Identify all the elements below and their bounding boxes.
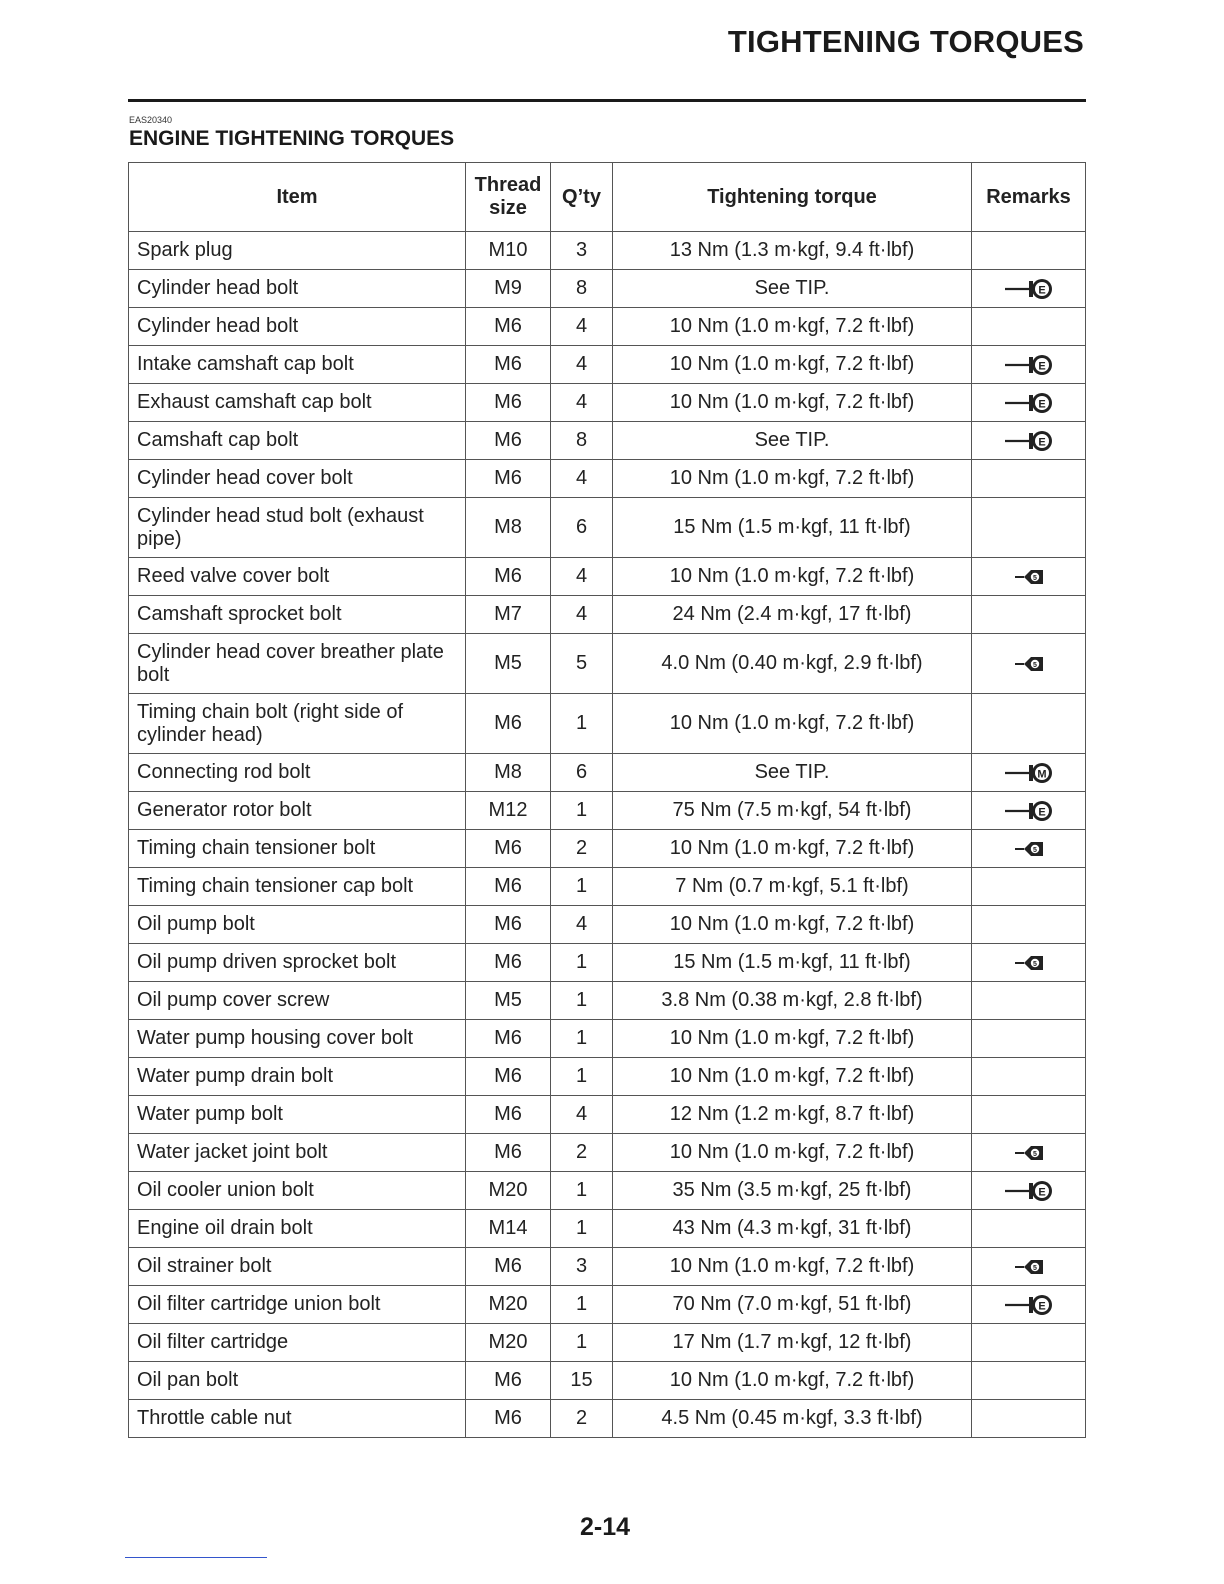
item-cell: Engine oil drain bolt bbox=[129, 1210, 466, 1248]
item-cell: Water jacket joint bolt bbox=[129, 1134, 466, 1172]
table-row bbox=[129, 1324, 1086, 1362]
thread-size-cell: M7 bbox=[466, 596, 551, 634]
remarks-cell bbox=[972, 596, 1086, 634]
table-row bbox=[129, 460, 1086, 498]
item-cell: Connecting rod bolt bbox=[129, 754, 466, 792]
qty-cell: 4 bbox=[551, 460, 613, 498]
column-header-remarks: Remarks bbox=[972, 163, 1086, 232]
svg-text:E: E bbox=[1037, 284, 1046, 296]
table-row bbox=[129, 1248, 1086, 1286]
footer-link-line bbox=[125, 1557, 267, 1558]
qty-cell: 1 bbox=[551, 982, 613, 1020]
item-cell: Water pump bolt bbox=[129, 1096, 466, 1134]
table-row bbox=[129, 944, 1086, 982]
item-cell: Oil pump driven sprocket bolt bbox=[129, 944, 466, 982]
torque-cell: 10 Nm (1.0 m·kgf, 7.2 ft·lbf) bbox=[613, 830, 972, 868]
table-row bbox=[129, 498, 1086, 558]
remarks-cell bbox=[972, 1096, 1086, 1134]
qty-cell: 8 bbox=[551, 422, 613, 460]
remarks-cell bbox=[972, 754, 1086, 792]
thread-size-cell: M8 bbox=[466, 754, 551, 792]
qty-cell: 3 bbox=[551, 232, 613, 270]
table-row bbox=[129, 1286, 1086, 1324]
qty-cell: 15 bbox=[551, 1362, 613, 1400]
item-cell: Cylinder head bolt bbox=[129, 270, 466, 308]
qty-cell: 4 bbox=[551, 308, 613, 346]
remarks-cell bbox=[972, 694, 1086, 754]
torque-cell: 10 Nm (1.0 m·kgf, 7.2 ft·lbf) bbox=[613, 308, 972, 346]
remarks-cell bbox=[972, 1248, 1086, 1286]
thread-size-cell: M12 bbox=[466, 792, 551, 830]
torque-cell: See TIP. bbox=[613, 270, 972, 308]
torque-cell: 13 Nm (1.3 m·kgf, 9.4 ft·lbf) bbox=[613, 232, 972, 270]
qty-cell: 3 bbox=[551, 1248, 613, 1286]
item-cell: Cylinder head stud bolt (exhaust pipe) bbox=[129, 498, 466, 558]
table-row bbox=[129, 868, 1086, 906]
table-row bbox=[129, 1134, 1086, 1172]
thread-size-cell: M6 bbox=[466, 1248, 551, 1286]
thread-size-cell: M6 bbox=[466, 1058, 551, 1096]
thread-size-cell: M6 bbox=[466, 694, 551, 754]
table-row bbox=[129, 422, 1086, 460]
torque-cell: See TIP. bbox=[613, 754, 972, 792]
engine-oil-icon bbox=[1003, 1292, 1055, 1318]
qty-cell: 1 bbox=[551, 1286, 613, 1324]
qty-cell: 4 bbox=[551, 384, 613, 422]
torque-cell: 10 Nm (1.0 m·kgf, 7.2 ft·lbf) bbox=[613, 694, 972, 754]
torque-cell: 35 Nm (3.5 m·kgf, 25 ft·lbf) bbox=[613, 1172, 972, 1210]
item-cell: Oil pump cover screw bbox=[129, 982, 466, 1020]
table-row bbox=[129, 1096, 1086, 1134]
svg-text:5: 5 bbox=[1032, 574, 1037, 582]
qty-cell: 2 bbox=[551, 830, 613, 868]
thread-size-cell: M20 bbox=[466, 1172, 551, 1210]
item-cell: Cylinder head cover bolt bbox=[129, 460, 466, 498]
engine-oil-icon bbox=[1003, 352, 1055, 378]
torque-cell: 12 Nm (1.2 m·kgf, 8.7 ft·lbf) bbox=[613, 1096, 972, 1134]
torque-cell: 4.5 Nm (0.45 m·kgf, 3.3 ft·lbf) bbox=[613, 1400, 972, 1438]
torque-cell: 15 Nm (1.5 m·kgf, 11 ft·lbf) bbox=[613, 498, 972, 558]
table-row bbox=[129, 596, 1086, 634]
thread-size-cell: M6 bbox=[466, 346, 551, 384]
qty-cell: 8 bbox=[551, 270, 613, 308]
qty-cell: 6 bbox=[551, 498, 613, 558]
remarks-cell bbox=[972, 1362, 1086, 1400]
remarks-cell bbox=[972, 308, 1086, 346]
qty-cell: 1 bbox=[551, 1324, 613, 1362]
remarks-cell bbox=[972, 906, 1086, 944]
torque-cell: 10 Nm (1.0 m·kgf, 7.2 ft·lbf) bbox=[613, 558, 972, 596]
table-row bbox=[129, 906, 1086, 944]
remarks-cell bbox=[972, 634, 1086, 694]
item-cell: Timing chain tensioner cap bolt bbox=[129, 868, 466, 906]
svg-text:E: E bbox=[1037, 1300, 1046, 1312]
table-row bbox=[129, 792, 1086, 830]
item-cell: Camshaft sprocket bolt bbox=[129, 596, 466, 634]
thread-size-cell: M6 bbox=[466, 308, 551, 346]
page-number: 2-14 bbox=[579, 1513, 631, 1541]
engine-oil-icon bbox=[1003, 276, 1055, 302]
qty-cell: 2 bbox=[551, 1134, 613, 1172]
remarks-cell bbox=[972, 982, 1086, 1020]
item-cell: Oil pan bolt bbox=[129, 1362, 466, 1400]
thread-size-cell: M6 bbox=[466, 944, 551, 982]
thread-size-cell: M6 bbox=[466, 460, 551, 498]
engine-oil-icon bbox=[1003, 428, 1055, 454]
svg-text:E: E bbox=[1037, 806, 1046, 818]
thread-size-cell: M8 bbox=[466, 498, 551, 558]
torque-cell: See TIP. bbox=[613, 422, 972, 460]
svg-text:5: 5 bbox=[1032, 1264, 1037, 1272]
item-cell: Intake camshaft cap bolt bbox=[129, 346, 466, 384]
remarks-cell bbox=[972, 1324, 1086, 1362]
engine-oil-icon bbox=[1003, 1178, 1055, 1204]
remarks-cell bbox=[972, 868, 1086, 906]
remarks-cell bbox=[972, 1172, 1086, 1210]
item-cell: Spark plug bbox=[129, 232, 466, 270]
torque-cell: 10 Nm (1.0 m·kgf, 7.2 ft·lbf) bbox=[613, 460, 972, 498]
table-row bbox=[129, 1020, 1086, 1058]
column-header-item: Item bbox=[129, 163, 466, 232]
remarks-cell bbox=[972, 270, 1086, 308]
remarks-cell bbox=[972, 1134, 1086, 1172]
torque-cell: 10 Nm (1.0 m·kgf, 7.2 ft·lbf) bbox=[613, 906, 972, 944]
qty-cell: 4 bbox=[551, 596, 613, 634]
torque-cell: 4.0 Nm (0.40 m·kgf, 2.9 ft·lbf) bbox=[613, 634, 972, 694]
qty-cell: 5 bbox=[551, 634, 613, 694]
section-code: EAS20340 bbox=[129, 115, 173, 125]
table-row bbox=[129, 694, 1086, 754]
qty-cell: 6 bbox=[551, 754, 613, 792]
thread-size-cell: M6 bbox=[466, 558, 551, 596]
thread-size-cell: M6 bbox=[466, 1362, 551, 1400]
item-cell: Oil cooler union bolt bbox=[129, 1172, 466, 1210]
qty-cell: 1 bbox=[551, 1020, 613, 1058]
thread-size-cell: M20 bbox=[466, 1324, 551, 1362]
item-cell: Water pump drain bolt bbox=[129, 1058, 466, 1096]
thread-size-cell: M6 bbox=[466, 1020, 551, 1058]
table-row bbox=[129, 1172, 1086, 1210]
section-title: ENGINE TIGHTENING TORQUES bbox=[129, 127, 455, 150]
table-row bbox=[129, 346, 1086, 384]
svg-text:M: M bbox=[1036, 768, 1047, 780]
item-cell: Oil pump bolt bbox=[129, 906, 466, 944]
column-header-thread-line1: Thread bbox=[474, 174, 542, 196]
item-cell: Oil filter cartridge bbox=[129, 1324, 466, 1362]
svg-text:E: E bbox=[1037, 436, 1046, 448]
locking-agent-icon bbox=[1012, 1141, 1046, 1165]
torque-cell: 15 Nm (1.5 m·kgf, 11 ft·lbf) bbox=[613, 944, 972, 982]
table-row bbox=[129, 558, 1086, 596]
molybdenum-oil-icon bbox=[1003, 760, 1055, 786]
svg-text:5: 5 bbox=[1032, 846, 1037, 854]
svg-text:E: E bbox=[1037, 398, 1046, 410]
remarks-cell bbox=[972, 1210, 1086, 1248]
qty-cell: 1 bbox=[551, 792, 613, 830]
item-cell: Oil filter cartridge union bolt bbox=[129, 1286, 466, 1324]
qty-cell: 1 bbox=[551, 1210, 613, 1248]
column-header-qty: Q’ty bbox=[551, 163, 613, 232]
item-cell: Reed valve cover bolt bbox=[129, 558, 466, 596]
item-cell: Exhaust camshaft cap bolt bbox=[129, 384, 466, 422]
remarks-cell bbox=[972, 460, 1086, 498]
thread-size-cell: M6 bbox=[466, 906, 551, 944]
table-row bbox=[129, 1362, 1086, 1400]
item-cell: Generator rotor bolt bbox=[129, 792, 466, 830]
remarks-cell bbox=[972, 384, 1086, 422]
remarks-cell bbox=[972, 498, 1086, 558]
thread-size-cell: M6 bbox=[466, 830, 551, 868]
qty-cell: 1 bbox=[551, 694, 613, 754]
header-rule bbox=[128, 99, 1086, 102]
locking-agent-icon bbox=[1012, 837, 1046, 861]
svg-text:5: 5 bbox=[1032, 960, 1037, 968]
thread-size-cell: M10 bbox=[466, 232, 551, 270]
remarks-cell bbox=[972, 792, 1086, 830]
torque-cell: 7 Nm (0.7 m·kgf, 5.1 ft·lbf) bbox=[613, 868, 972, 906]
qty-cell: 4 bbox=[551, 346, 613, 384]
svg-text:E: E bbox=[1037, 360, 1046, 372]
thread-size-cell: M5 bbox=[466, 634, 551, 694]
qty-cell: 1 bbox=[551, 1058, 613, 1096]
torque-cell: 43 Nm (4.3 m·kgf, 31 ft·lbf) bbox=[613, 1210, 972, 1248]
table-row bbox=[129, 982, 1086, 1020]
item-cell: Oil strainer bolt bbox=[129, 1248, 466, 1286]
torque-cell: 75 Nm (7.5 m·kgf, 54 ft·lbf) bbox=[613, 792, 972, 830]
remarks-cell bbox=[972, 1286, 1086, 1324]
qty-cell: 2 bbox=[551, 1400, 613, 1438]
item-cell: Timing chain tensioner bolt bbox=[129, 830, 466, 868]
thread-size-cell: M9 bbox=[466, 270, 551, 308]
qty-cell: 1 bbox=[551, 944, 613, 982]
torque-table bbox=[128, 162, 1086, 1438]
torque-cell: 10 Nm (1.0 m·kgf, 7.2 ft·lbf) bbox=[613, 1248, 972, 1286]
remarks-cell bbox=[972, 232, 1086, 270]
locking-agent-icon bbox=[1012, 565, 1046, 589]
svg-text:5: 5 bbox=[1032, 661, 1037, 669]
torque-cell: 10 Nm (1.0 m·kgf, 7.2 ft·lbf) bbox=[613, 1362, 972, 1400]
remarks-cell bbox=[972, 1400, 1086, 1438]
thread-size-cell: M6 bbox=[466, 422, 551, 460]
locking-agent-icon bbox=[1012, 652, 1046, 676]
torque-table-body bbox=[129, 232, 1086, 1438]
qty-cell: 1 bbox=[551, 1172, 613, 1210]
item-cell: Cylinder head bolt bbox=[129, 308, 466, 346]
item-cell: Cylinder head cover breather plate bolt bbox=[129, 634, 466, 694]
table-row bbox=[129, 754, 1086, 792]
table-row bbox=[129, 1400, 1086, 1438]
torque-cell: 10 Nm (1.0 m·kgf, 7.2 ft·lbf) bbox=[613, 1134, 972, 1172]
table-row bbox=[129, 232, 1086, 270]
table-header-row bbox=[129, 163, 1086, 232]
item-cell: Camshaft cap bolt bbox=[129, 422, 466, 460]
torque-cell: 10 Nm (1.0 m·kgf, 7.2 ft·lbf) bbox=[613, 346, 972, 384]
column-header-torque: Tightening torque bbox=[613, 163, 972, 232]
qty-cell: 4 bbox=[551, 906, 613, 944]
item-cell: Water pump housing cover bolt bbox=[129, 1020, 466, 1058]
torque-cell: 10 Nm (1.0 m·kgf, 7.2 ft·lbf) bbox=[613, 384, 972, 422]
remarks-cell bbox=[972, 1058, 1086, 1096]
torque-cell: 10 Nm (1.0 m·kgf, 7.2 ft·lbf) bbox=[613, 1020, 972, 1058]
thread-size-cell: M6 bbox=[466, 1134, 551, 1172]
qty-cell: 4 bbox=[551, 558, 613, 596]
thread-size-cell: M6 bbox=[466, 1400, 551, 1438]
locking-agent-icon bbox=[1012, 951, 1046, 975]
torque-cell: 10 Nm (1.0 m·kgf, 7.2 ft·lbf) bbox=[613, 1058, 972, 1096]
thread-size-cell: M6 bbox=[466, 1096, 551, 1134]
engine-oil-icon bbox=[1003, 390, 1055, 416]
page-header-title: TIGHTENING TORQUES bbox=[727, 24, 1084, 59]
svg-text:E: E bbox=[1037, 1186, 1046, 1198]
remarks-cell bbox=[972, 558, 1086, 596]
remarks-cell bbox=[972, 346, 1086, 384]
table-row bbox=[129, 308, 1086, 346]
table-row bbox=[129, 1210, 1086, 1248]
table-row bbox=[129, 384, 1086, 422]
torque-cell: 24 Nm (2.4 m·kgf, 17 ft·lbf) bbox=[613, 596, 972, 634]
svg-text:5: 5 bbox=[1032, 1150, 1037, 1158]
torque-cell: 70 Nm (7.0 m·kgf, 51 ft·lbf) bbox=[613, 1286, 972, 1324]
torque-cell: 17 Nm (1.7 m·kgf, 12 ft·lbf) bbox=[613, 1324, 972, 1362]
column-header-thread-line2: size bbox=[489, 197, 527, 219]
torque-cell: 3.8 Nm (0.38 m·kgf, 2.8 ft·lbf) bbox=[613, 982, 972, 1020]
remarks-cell bbox=[972, 944, 1086, 982]
thread-size-cell: M20 bbox=[466, 1286, 551, 1324]
item-cell: Throttle cable nut bbox=[129, 1400, 466, 1438]
thread-size-cell: M5 bbox=[466, 982, 551, 1020]
thread-size-cell: M6 bbox=[466, 868, 551, 906]
item-cell: Timing chain bolt (right side of cylinder head) bbox=[129, 694, 466, 754]
table-row bbox=[129, 634, 1086, 694]
table-row bbox=[129, 1058, 1086, 1096]
qty-cell: 1 bbox=[551, 868, 613, 906]
remarks-cell bbox=[972, 422, 1086, 460]
thread-size-cell: M6 bbox=[466, 384, 551, 422]
qty-cell: 4 bbox=[551, 1096, 613, 1134]
remarks-cell bbox=[972, 1020, 1086, 1058]
thread-size-cell: M14 bbox=[466, 1210, 551, 1248]
table-row bbox=[129, 830, 1086, 868]
column-header-thread-size bbox=[466, 163, 551, 232]
engine-oil-icon bbox=[1003, 798, 1055, 824]
remarks-cell bbox=[972, 830, 1086, 868]
table-row bbox=[129, 270, 1086, 308]
locking-agent-icon bbox=[1012, 1255, 1046, 1279]
